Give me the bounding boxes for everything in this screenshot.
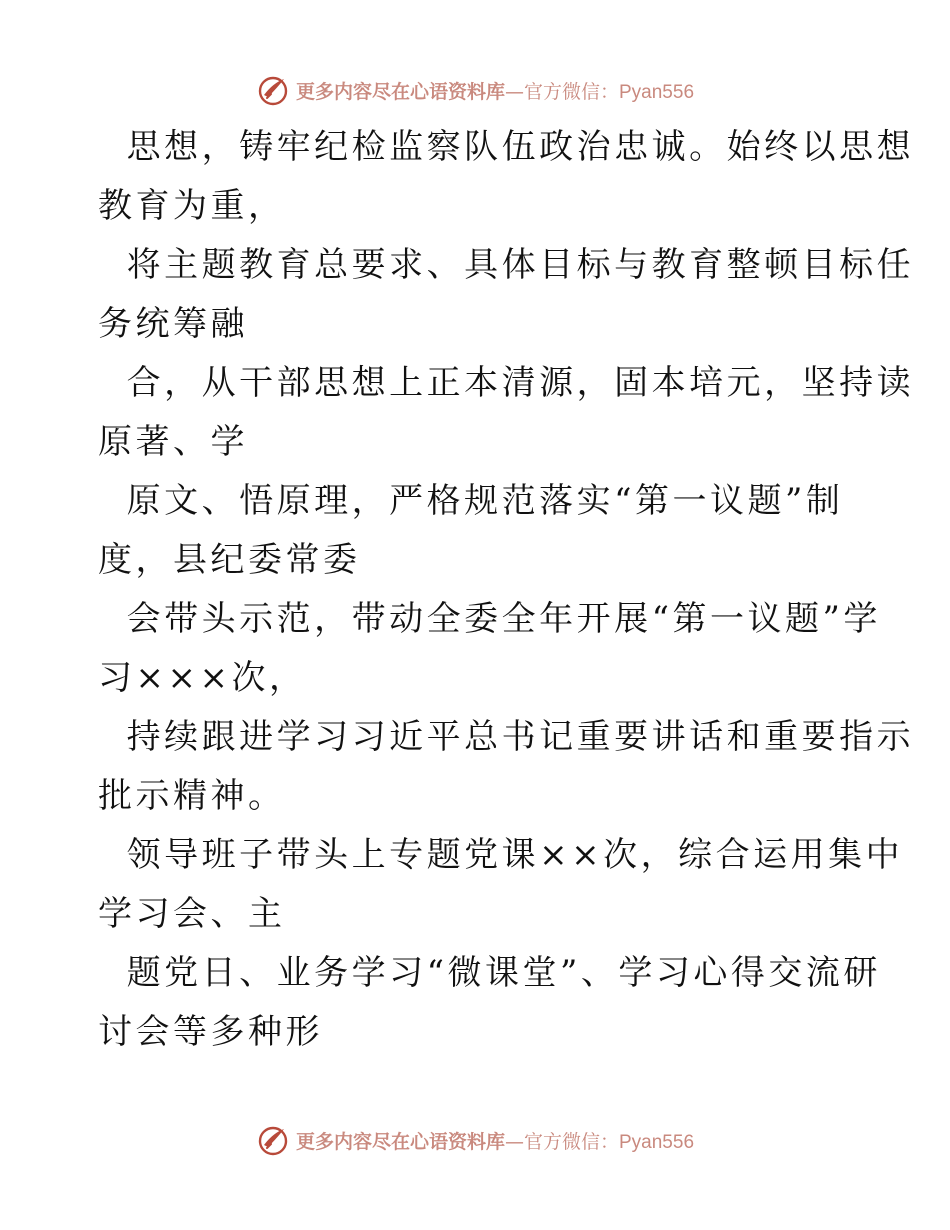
paragraph xyxy=(98,354,915,472)
paragraph-line: 批示精神。 xyxy=(98,776,286,816)
pen-logo-icon xyxy=(256,1123,290,1157)
paragraph-line: 会带头示范，带动全委全年开展“第一议题”学 xyxy=(98,599,881,639)
paragraph-line: 讨会等多种形 xyxy=(98,1012,323,1052)
paragraph-line: 原著、学 xyxy=(98,422,248,462)
paragraph-line: 将主题教育总要求、具体目标与教育整顿目标任 xyxy=(98,245,915,285)
paragraph-line: 务统筹融 xyxy=(98,304,248,344)
paragraph-line: 教育为重， xyxy=(98,186,286,226)
paragraph xyxy=(98,236,915,354)
paragraph xyxy=(98,118,915,236)
paragraph-line: 领导班子带头上专题党课××次，综合运用集中 xyxy=(98,835,904,875)
watermark-suffix: 官方微信： xyxy=(523,1130,619,1153)
watermark-text xyxy=(296,1127,694,1154)
paragraph xyxy=(98,944,881,1062)
watermark-text xyxy=(296,77,694,104)
paragraph-line: 题党日、业务学习“微课堂”、学习心得交流研 xyxy=(98,953,881,993)
footer-watermark xyxy=(0,1120,950,1160)
paragraph-line: 合，从干部思想上正本清源，固本培元，坚持读 xyxy=(98,363,915,403)
watermark-suffix: 官方微信： xyxy=(523,80,619,103)
header-watermark xyxy=(0,70,950,110)
paragraph-line: 原文、悟原理，严格规范落实“第一议题”制 xyxy=(98,481,844,521)
paragraph xyxy=(98,826,904,944)
paragraph-line: 度，县纪委常委 xyxy=(98,540,361,580)
watermark-name: 更多内容尽在心语资料库 xyxy=(295,1130,505,1153)
paragraph-line: 学习会、主 xyxy=(98,894,286,934)
watermark-group xyxy=(256,73,694,107)
paragraph xyxy=(98,472,858,590)
document-body xyxy=(98,118,915,1062)
paragraph xyxy=(98,590,881,708)
watermark-dash: — xyxy=(504,1130,524,1153)
watermark-group xyxy=(256,1123,694,1157)
watermark-id: Pyan556 xyxy=(619,81,695,103)
pen-logo-icon xyxy=(256,73,290,107)
paragraph-line: 习×××次， xyxy=(98,658,307,698)
paragraph-line: 思想，铸牢纪检监察队伍政治忠诚。始终以思想 xyxy=(98,127,915,167)
paragraph-line: 持续跟进学习习近平总书记重要讲话和重要指示 xyxy=(98,717,915,757)
paragraph xyxy=(98,708,915,826)
watermark-name: 更多内容尽在心语资料库 xyxy=(295,80,505,103)
watermark-dash: — xyxy=(504,80,524,103)
watermark-id: Pyan556 xyxy=(619,1131,695,1153)
